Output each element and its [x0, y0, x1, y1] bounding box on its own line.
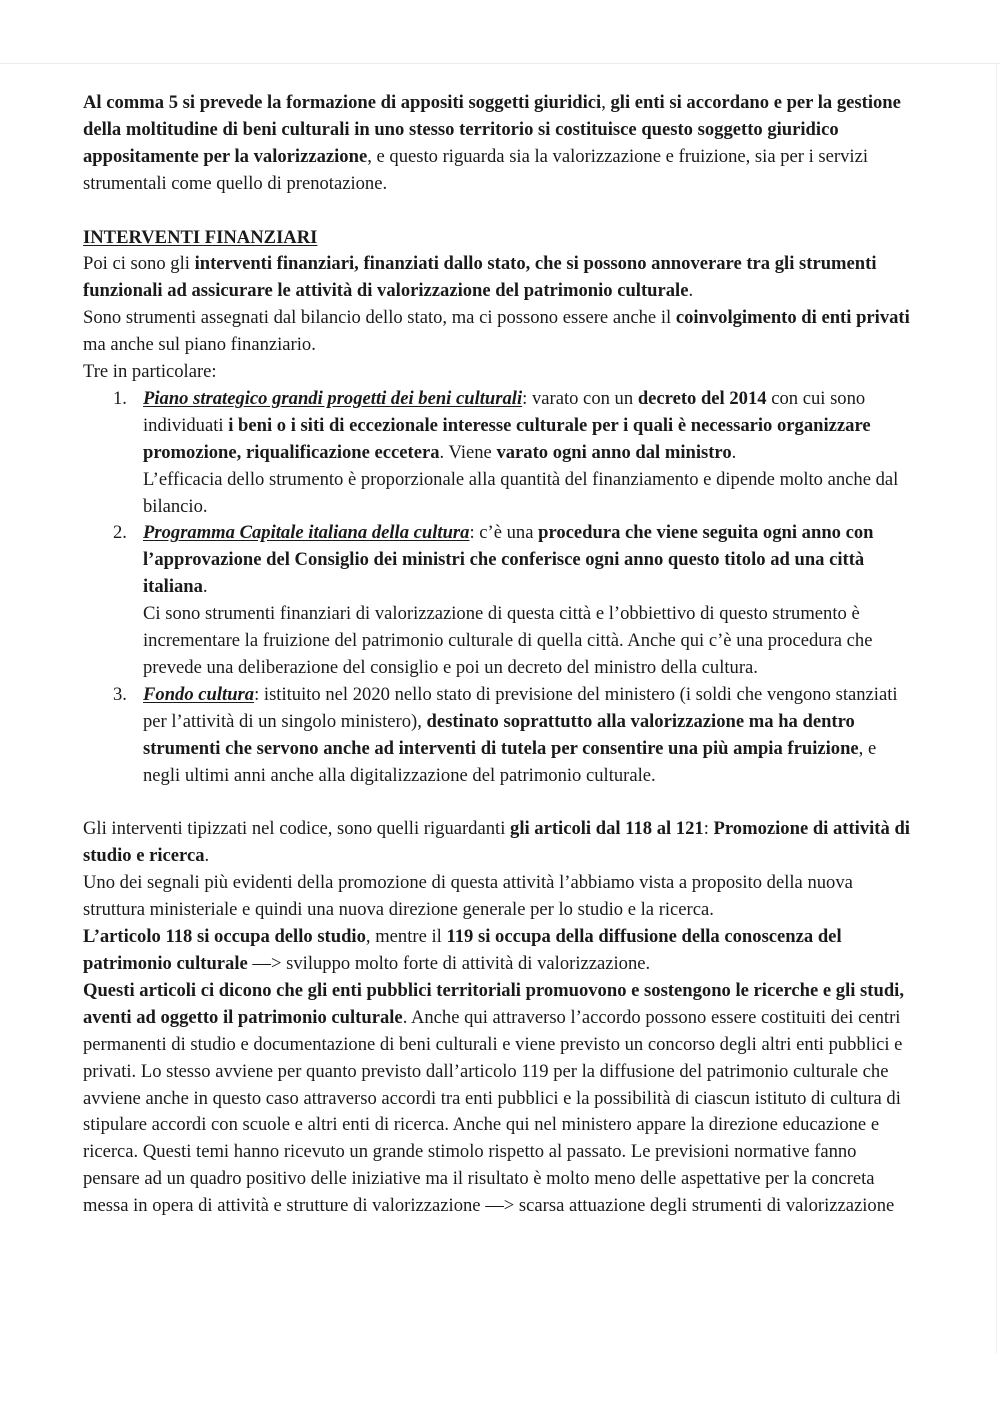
text-run: Uno dei segnali più evidenti della promozione di questa attività l’abbiamo vista a proposito della nuova struttura ministeriale e quindi una nuova direzione generale per lo studio e la ricerca.: [83, 872, 853, 921]
text-run: : istituito nel 2020 nello stato di previsione del ministero (i soldi che vengono stanziati per l’attività di un singolo ministero),: [143, 683, 898, 732]
list-item-body: [143, 684, 898, 786]
paragraph-articolo: [83, 924, 913, 978]
list-item: [113, 386, 913, 521]
text-run: decreto del 2014: [637, 387, 767, 409]
paragraph-interventi: [83, 251, 913, 305]
section-heading: INTERVENTI FINANZIARI: [83, 226, 318, 248]
text-run: ,: [601, 92, 611, 113]
text-run: .: [731, 441, 737, 463]
text-run: . Anche qui attraverso l’accordo possono essere costituiti dei centri permanenti di studio e documentazione di beni culturali e viene previsto un concorso degli altri enti pubblici e privati. Lo stesso avviene per quanto previsto dall’articolo 119 per la diffusione del patrimonio culturale che avviene anche in questo caso attraverso accordi tra enti pubblici e la possibilità di ciascun istituto di cultura di stipulare accordi con scuole e altri enti di ricerca. Anche qui nel ministero appare la direzione educazione e ricerca. Questi temi hanno ricevuto un grande stimolo rispetto al passato. Le previsioni normative fanno pensare ad un quadro positivo delle iniziative ma il risultato è molto meno delle aspettative per la concreta messa in opera di attività e strutture di valorizzazione —> scarsa attuazione degli strumenti di valorizzazione: [83, 1006, 903, 1217]
paragraph-strumenti: [83, 305, 913, 359]
list-item-title: Piano strategico grandi progetti dei beni culturali: [143, 387, 523, 409]
list-item-title: Programma Capitale italiana della cultura: [143, 522, 470, 544]
list-item-text: [143, 386, 913, 467]
paragraph-segnali: [83, 870, 913, 924]
text-run: .: [204, 845, 210, 867]
paragraph-gap: [83, 198, 913, 225]
text-run: Poi ci sono gli: [83, 253, 195, 275]
list-item-title: Fondo cultura: [143, 683, 255, 705]
list-item: [113, 520, 913, 681]
text-run: con cui sono individuati: [143, 387, 866, 436]
text-run: procedura che viene seguita ogni anno con l’approvazione del Consiglio dei ministri che conferisce ogni anno questo titolo ad una città italiana: [143, 522, 874, 598]
text-run: coinvolgimento di enti privati: [675, 307, 910, 329]
text-run: L’articolo 118 si occupa dello studio: [83, 926, 366, 948]
list-number: 3.: [113, 683, 127, 705]
text-run: 119 si occupa della diffusione della conoscenza del patrimonio culturale: [83, 926, 842, 974]
list-item-text: [143, 520, 913, 601]
page-right-border: [996, 64, 997, 1354]
page-top-border: [0, 63, 1000, 64]
text-run: :: [703, 818, 714, 840]
text-run: .: [202, 576, 208, 598]
text-run: gli articoli dal 118 al 121: [510, 818, 704, 840]
text-run: . Viene: [439, 441, 497, 463]
text-run: i beni o i siti di eccezionale interesse culturale per i quali è necessario organizzare promozione, riqualificazione eccetera: [143, 414, 871, 463]
text-run: Questi articoli ci dicono che gli enti pubblici territoriali promuovono e sostengono le ricerche e gli studi, aventi ad oggetto il patrimonio culturale: [83, 979, 904, 1028]
paragraph-tipizzati: [83, 816, 913, 870]
text-run: , e questo riguarda sia la valorizzazione e fruizione, sia per i servizi strumentali come quello di prenotazione.: [83, 145, 868, 194]
text-run: —> sviluppo molto forte di attività di valorizzazione.: [247, 952, 651, 974]
text-run: varato ogni anno dal ministro: [496, 441, 732, 463]
list-item: [113, 682, 913, 790]
text-run: Promozione di attività di studio e ricerca: [83, 818, 910, 867]
paragraph-tre: [83, 359, 913, 386]
list-number: 2.: [113, 522, 127, 544]
text-run: , mentre il: [365, 926, 447, 948]
text-run: , e negli ultimi anni anche alla digitalizzazione del patrimonio culturale.: [143, 737, 877, 786]
text-run: Al comma 5 si prevede la formazione di appositi soggetti giuridici: [83, 92, 602, 113]
text-run: Gli interventi tipizzati nel codice, sono quelli riguardanti: [83, 818, 511, 840]
document-page: [83, 90, 913, 1220]
list-item-extra: Ci sono strumenti finanziari di valorizzazione di questa città e l’obbiettivo di questo strumento è incrementare la fruizione del patrimonio culturale di quella città. Anche qui c’è una procedura che prevede una deliberazione del consiglio e poi un decreto del ministro della cultura.: [143, 603, 873, 679]
text-run: : varato con un: [522, 387, 638, 409]
text-run: .: [688, 280, 694, 302]
text-run: destinato soprattutto alla valorizzazione ma ha dentro strumenti che servono anche ad interventi di tutela per consentire una più ampia fruizione: [143, 710, 859, 759]
text-run: : c’è una: [469, 522, 539, 544]
list-number: 1.: [113, 387, 127, 409]
list-item-extra: L’efficacia dello strumento è proporzionale alla quantità del finanziamento e dipende molto anche dal bilancio.: [143, 468, 899, 517]
text-run: Tre in particolare:: [83, 361, 217, 383]
text-run: interventi finanziari, finanziati dallo stato, che si possono annoverare tra gli strumenti funzionali ad assicurare le attività di valorizzazione del patrimonio culturale: [83, 253, 877, 302]
list-item-text: [143, 682, 913, 790]
text-run: ma anche sul piano finanziario.: [83, 334, 316, 356]
paragraph-intro: [83, 90, 913, 198]
text-run: Sono strumenti assegnati dal bilancio dello stato, ma ci possono essere anche il: [83, 307, 676, 329]
text-run: gli enti si accordano e per la gestione della moltitudine di beni culturali in uno stesso territorio si costituisce questo soggetto giuridico appositamente per la valorizzazione: [83, 92, 901, 167]
paragraph-questi: [83, 978, 913, 1220]
paragraph-gap: [83, 790, 913, 817]
numbered-list: [83, 386, 913, 790]
